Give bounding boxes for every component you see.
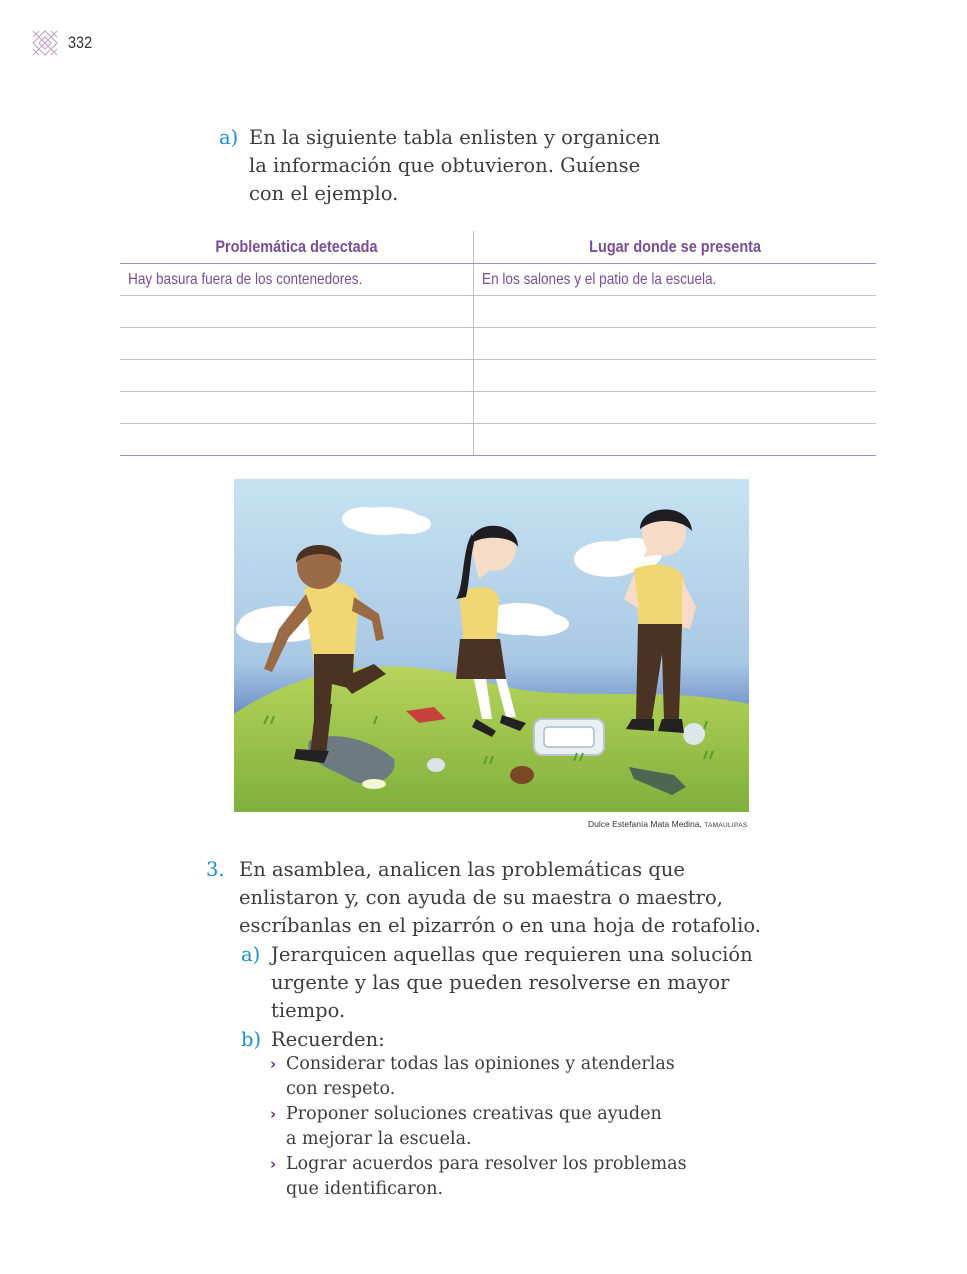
list-item: › Considerar todas las opiniones y atenderlas con respeto. xyxy=(270,1054,675,1099)
illustration-credit: Dulce Estefanía Mata Medina, TAMAULIPAS xyxy=(588,819,748,829)
table-cell-example-problem: Hay basura fuera de los contenedores. xyxy=(120,264,474,295)
table-row[interactable] xyxy=(120,296,876,328)
table-cell[interactable] xyxy=(120,328,474,359)
page-number-area xyxy=(30,28,96,58)
table-cell[interactable] xyxy=(120,296,474,327)
table-row[interactable] xyxy=(120,360,876,392)
activity-a-text: En la siguiente tabla enlisten y organicen la información que obtuvieron. Guíense con el ejemplo. xyxy=(249,126,661,205)
decorative-star-icon xyxy=(30,28,60,58)
table-row[interactable] xyxy=(120,328,876,360)
table-cell[interactable] xyxy=(120,360,474,391)
table-header-row xyxy=(120,231,876,264)
activity-3b-label: b) xyxy=(241,1028,262,1051)
table-cell-example-place: En los salones y el patio de la escuela. xyxy=(482,270,717,288)
activity-3b-text: Recuerden: xyxy=(271,1028,385,1051)
table-cell[interactable] xyxy=(120,392,474,423)
table-cell[interactable] xyxy=(474,424,876,455)
table-row[interactable] xyxy=(120,392,876,424)
problems-table xyxy=(120,231,876,456)
bullet-icon: › xyxy=(270,1155,277,1173)
table-cell[interactable] xyxy=(120,424,474,455)
paper-ball-trash xyxy=(683,723,705,745)
table-cell[interactable] xyxy=(474,392,876,423)
paper-trash xyxy=(427,758,445,772)
table-cell[interactable] xyxy=(474,360,876,391)
activity-3-text: En asamblea, analicen las problemáticas que enlistaron y, con ayuda de su maestra o maestro, escríbanlas en el pizarrón o en una hoja de rotafolio. xyxy=(239,858,761,937)
table-cell[interactable] xyxy=(474,296,876,327)
activity-a-label: a) xyxy=(219,126,239,149)
table-header-problem: Problemática detectada xyxy=(120,231,474,263)
bullet-icon: › xyxy=(270,1105,277,1123)
table-row xyxy=(120,264,876,296)
food-trash xyxy=(510,766,534,784)
table-header-place: Lugar donde se presenta xyxy=(589,237,761,256)
table-row[interactable] xyxy=(120,424,876,456)
list-item: › Lograr acuerdos para resolver los problemas que identificaron. xyxy=(270,1154,687,1199)
activity-3-number: 3. xyxy=(206,858,225,881)
bullet-icon: › xyxy=(270,1055,277,1073)
list-item: › Proponer soluciones creativas que ayuden a mejorar la escuela. xyxy=(270,1104,662,1149)
table-cell[interactable] xyxy=(474,328,876,359)
activity-3a-label: a) xyxy=(241,943,261,966)
activity-3a-text: Jerarquicen aquellas que requieren una solución urgente y las que pueden resolverse en mayor tiempo. xyxy=(271,943,753,1022)
illustration-students-garbage xyxy=(234,479,749,812)
page-number: 332 xyxy=(68,33,93,52)
